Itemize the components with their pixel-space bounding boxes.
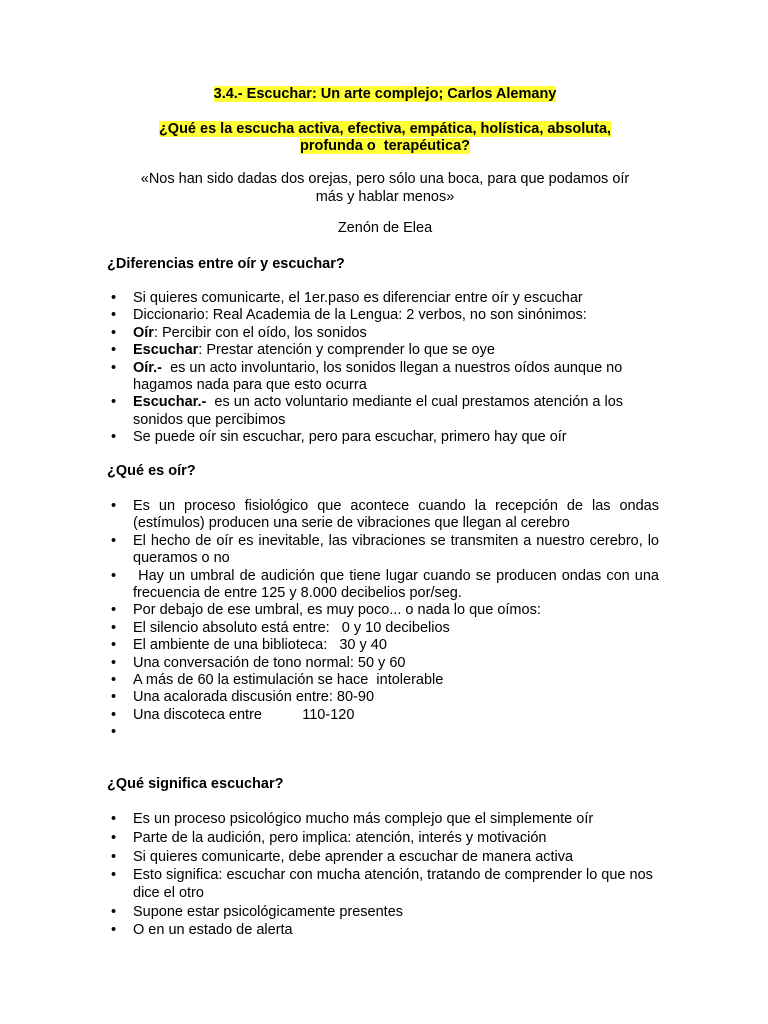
list-item [107,429,659,446]
bullet-icon: • [111,290,117,306]
list-item [107,602,659,619]
list-item [107,307,659,324]
list-item [107,360,659,395]
subtitle-line-2: profunda o terapéutica? [300,138,470,154]
bullet-icon: • [111,324,117,341]
list-item-text: es un acto involuntario, los sonidos llegan a nuestros oídos aunque no hagamos nada para que esto ocurra [133,359,627,394]
epigraph-quote [100,170,670,206]
list-item-text: Una conversación de tono normal: 50 y 60 [133,654,406,671]
list-item-text: : Percibir con el oído, los sonidos [153,324,367,341]
bullet-icon: • [111,637,117,654]
section-heading-que-significa-escuchar: ¿Qué significa escuchar? [107,776,284,792]
list-item [107,394,659,429]
bullet-icon: • [111,602,117,619]
bullet-icon: • [111,359,117,376]
section-list-que-significa-escuchar [107,811,659,941]
list-item-text: Se puede oír sin escuchar, pero para escuchar, primero hay que oír [133,429,567,446]
quote-author: Zenón de Elea [337,220,433,236]
document-title-text: 3.4.- Escuchar: Un arte complejo; Carlos Alemany [213,86,557,102]
list-item [107,689,659,706]
document-title [100,86,670,103]
bullet-icon: • [111,672,117,689]
section-list-que-es-oir [107,498,664,742]
list-item [107,922,659,939]
section-heading-oir-vs-escuchar: ¿Diferencias entre oír y escuchar? [107,256,345,272]
bullet-icon: • [111,342,117,359]
bullet-icon: • [111,498,117,514]
list-item-text: es un acto voluntario mediante el cual prestamos atención a los sonidos que percibimos [133,394,628,428]
bullet-icon: • [111,706,117,723]
list-item [107,620,659,637]
list-item-text: Si quieres comunicarte, debe aprender a escuchar de manera activa [133,848,574,865]
list-item [107,724,659,741]
bullet-icon: • [111,654,117,671]
list-item [107,904,659,921]
list-item [107,567,664,603]
bullet-icon: • [111,829,117,846]
list-item-text: El silencio absoluto está entre: 0 y 10 decibelios [133,619,450,636]
list-item-term: Oír.- [133,359,163,376]
bullet-icon: • [111,922,117,939]
list-item [107,830,659,847]
subtitle-line-1: ¿Qué es la escucha activa, efectiva, empática, holística, absoluta, [158,121,612,137]
list-item [107,867,659,902]
list-item-text: Esto significa: escuchar con mucha atención, tratando de comprender lo que nos dice el otro [133,867,657,901]
section-heading-que-es-oir: ¿Qué es oír? [107,463,196,479]
list-item-text: Es un proceso psicológico mucho más complejo que el simplemente oír [133,811,594,827]
list-item-text: El hecho de oír es inevitable, las vibraciones se transmiten a nuestro cerebro, lo queramos o no [133,532,664,567]
list-item-text: El ambiente de una biblioteca: 30 y 40 [133,637,387,654]
bullet-icon: • [111,867,117,884]
list-item-term: Escuchar.- [133,394,207,411]
list-item [107,707,659,724]
bullet-icon: • [111,619,117,636]
document-subtitle [100,121,670,155]
list-item [107,498,664,533]
list-item-text: Diccionario: Real Academia de la Lengua: 2 verbos, no son sinónimos: [133,307,587,324]
bullet-icon: • [111,429,117,446]
list-item [107,849,659,866]
list-item-term: Escuchar [133,342,199,359]
bullet-icon: • [111,811,117,827]
bullet-icon: • [111,724,117,741]
list-item [107,290,659,307]
list-item-text: Una acalorada discusión entre: 80-90 [133,689,375,706]
list-item-text: Una discoteca entre 110-120 [133,706,355,723]
list-item-text: Parte de la audición, pero implica: atención, interés y motivación [133,829,547,846]
bullet-icon: • [111,848,117,865]
list-item-term: Oír [133,324,154,341]
list-item [107,325,659,342]
bullet-icon: • [111,689,117,706]
list-item-text: Por debajo de ese umbral, es muy poco... o nada lo que oímos: [133,602,541,619]
list-item [107,672,659,689]
list-item-text: Hay un umbral de audición que tiene lugar cuando se producen ondas con una frecuencia de entre 125 y 8.000 decibelios por/seg. [133,567,664,602]
list-item-text: Supone estar psicológicamente presentes [133,903,404,920]
quote-line-2: más y hablar menos» [315,189,455,205]
list-item-text: A más de 60 la estimulación se hace intolerable [133,672,444,689]
section-list-oir-vs-escuchar [107,290,659,447]
list-item [107,655,659,672]
list-item-text: O en un estado de alerta [133,922,293,939]
list-item-text: Es un proceso fisiológico que acontece cuando la recepción de las ondas (estímulos) producen una serie de vibraciones que llegan al cerebro [133,498,664,532]
bullet-icon: • [111,532,117,549]
bullet-icon: • [111,307,117,324]
bullet-icon: • [111,394,117,411]
bullet-icon: • [111,567,117,584]
list-item [107,637,659,654]
quote-line-1: «Nos han sido dadas dos orejas, pero sólo una boca, para que podamos oír [140,171,630,187]
list-item-text: Si quieres comunicarte, el 1er.paso es diferenciar entre oír y escuchar [133,290,583,306]
list-item [107,342,659,359]
list-item [107,532,664,568]
list-item-text: : Prestar atención y comprender lo que se oye [198,342,495,359]
bullet-icon: • [111,903,117,920]
list-item [107,811,659,828]
